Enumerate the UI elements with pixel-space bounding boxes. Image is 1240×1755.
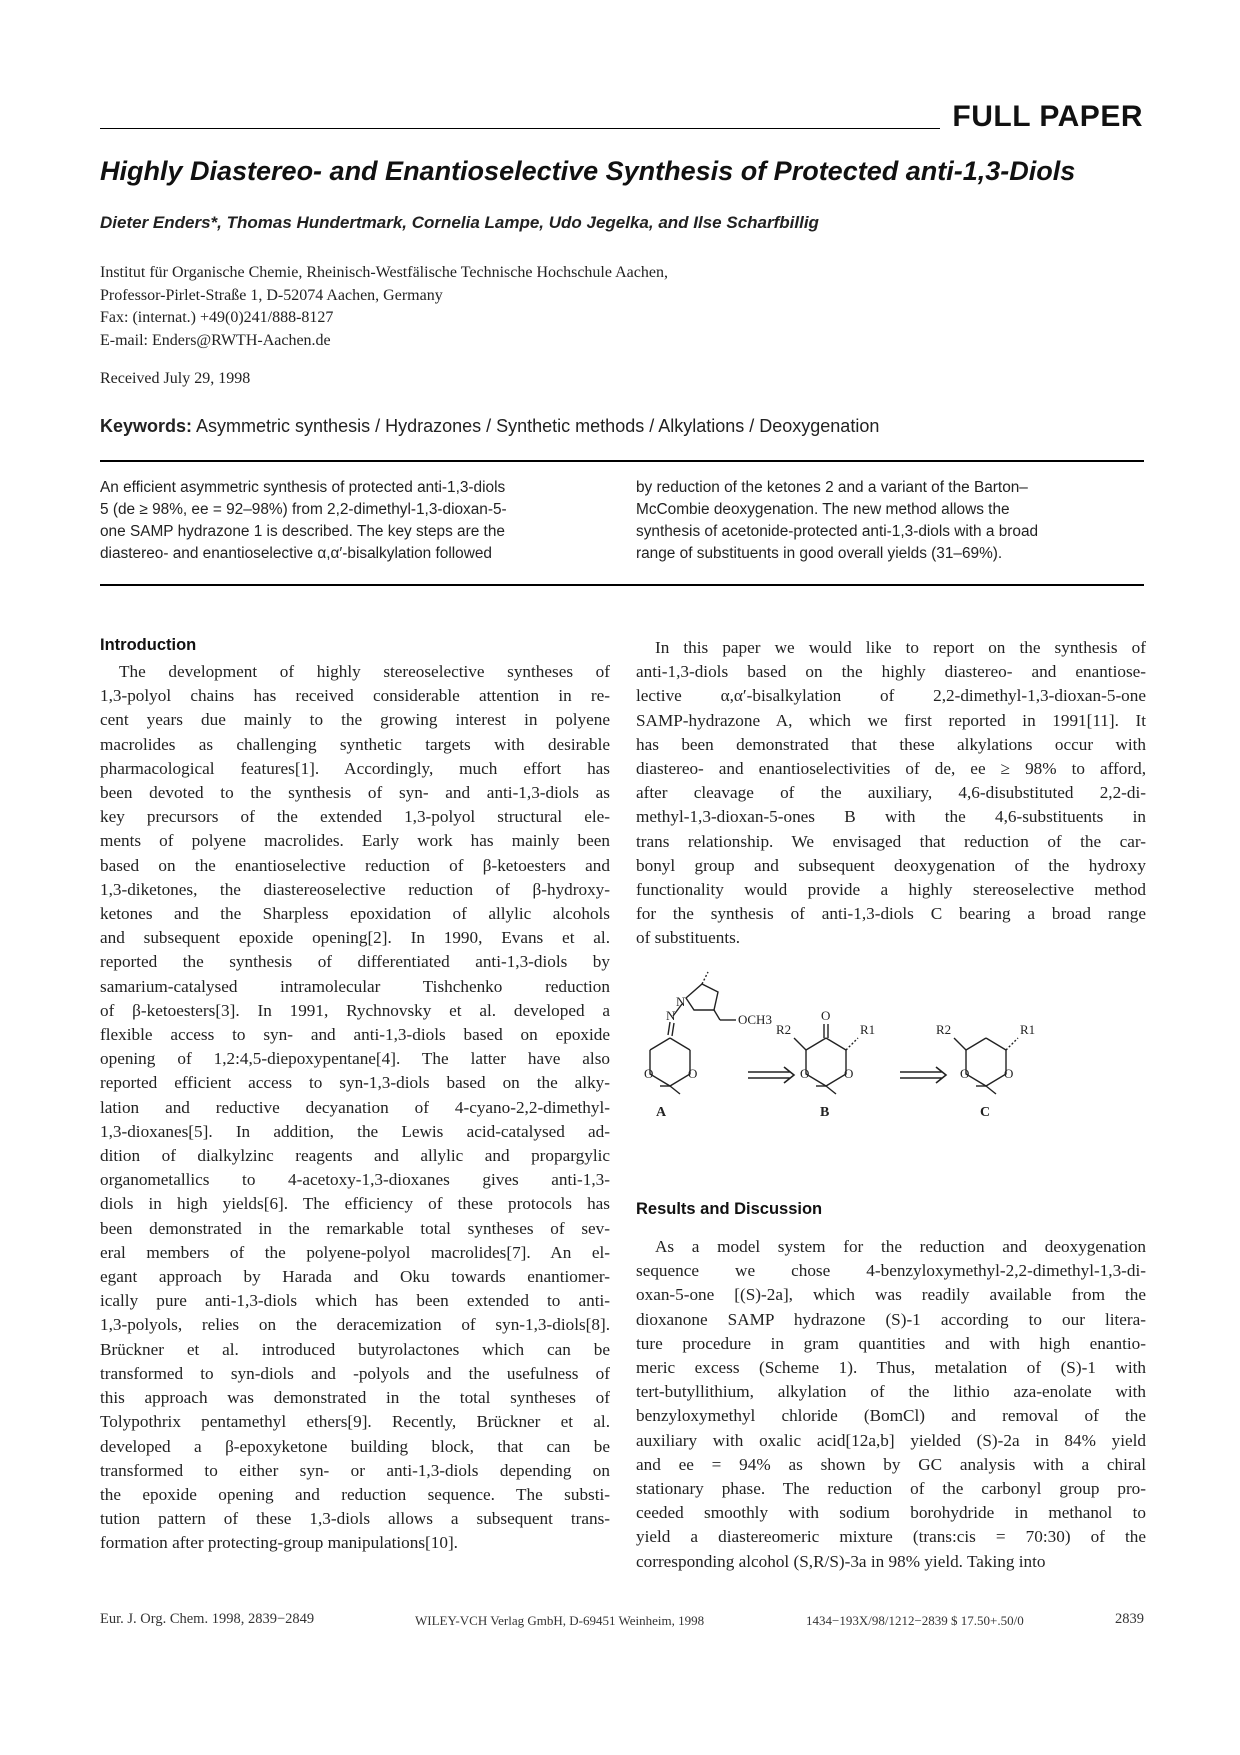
scheme-n-label: N [666, 1008, 676, 1023]
keywords-label: Keywords: [100, 416, 193, 436]
scheme-r2-label: R2 [776, 1022, 792, 1037]
text-line: reported efficient access to syn-1,3-diols based on the alky- [100, 1073, 610, 1093]
introduction-text [100, 660, 610, 1556]
text-line: this approach was demonstrated in the total syntheses of [100, 1388, 610, 1408]
abstract-line: 5 (de ≥ 98%, ee = 92–98%) from 2,2-dimethyl-1,3-dioxan-5- [100, 501, 507, 518]
results-heading: Results and Discussion [636, 1200, 823, 1218]
text-line: As a model system for the reduction and deoxygenation [655, 1237, 1146, 1256]
text-line: transformed to syn-diols and -polyols and the usefulness of [100, 1363, 610, 1383]
text-line: after cleavage of the auxiliary, 4,6-disubstituted 2,2-di- [636, 783, 1146, 803]
text-line: ments of polyene macrolides. Early work has mainly been [100, 831, 610, 851]
text-line: of β-ketoesters[3]. In 1991, Rychnovsky et al. developed a [100, 1000, 610, 1020]
introduction-heading: Introduction [100, 636, 197, 654]
text-line: tution pattern of these 1,3-diols allows a subsequent trans- [100, 1509, 610, 1529]
affiliation-email[interactable]: E-mail: Enders@RWTH-Aachen.de [100, 331, 331, 349]
scheme-n-label: N [676, 994, 686, 1009]
text-line: dioxanone SAMP hydrazone (S)-1 according to our litera- [636, 1309, 1146, 1329]
text-line: 1,3-diketones, the diastereoselective reduction of β-hydroxy- [100, 879, 610, 899]
paper-intent-text [636, 636, 1146, 951]
text-line: stationary phase. The reduction of the carbonyl group pro- [636, 1479, 1146, 1499]
text-line: and subsequent epoxide opening[2]. In 1990, Evans et al. [100, 928, 610, 948]
text-line: oxan-5-one [(S)-2a], which was readily available from the [636, 1285, 1146, 1305]
footer-journal: Eur. J. Org. Chem. 1998, 2839−2849 [100, 1611, 315, 1627]
text-line: bonyl group and subsequent deoxygenation of the hydroxy [636, 855, 1146, 875]
paper-title: Highly Diastereo- and Enantioselective Synthesis of Protected anti-1,3-Diols [100, 156, 1076, 186]
scheme-r1-label: R1 [860, 1022, 876, 1037]
text-line: anti-1,3-diols based on the highly diastereo- and enantiose- [636, 662, 1146, 682]
page-number: 2839 [1115, 1611, 1144, 1627]
abstract-left-column [100, 477, 608, 565]
text-line: 1,3-polyols, relies on the deracemization of syn-1,3-diols[8]. [100, 1315, 610, 1335]
text-line: benzyloxymethyl chloride (BomCl) and removal of the [636, 1406, 1146, 1426]
text-line: 1,3-polyol chains has received considerable attention in re- [100, 686, 610, 706]
text-line: auxiliary with oxalic acid[12a,b] yielded (S)-2a in 84% yield [636, 1430, 1146, 1450]
text-line: for the synthesis of anti-1,3-diols C bearing a broad range [636, 904, 1146, 924]
scheme-compound-c-label: C [980, 1105, 991, 1120]
text-line: ically pure anti-1,3-diols which has been extended to anti- [100, 1291, 610, 1311]
abstract-line: range of substituents in good overall yields (31–69%). [636, 545, 1003, 562]
text-line: corresponding alcohol (S,R/S)-3a in 98% yield. Taking into [636, 1551, 1046, 1571]
abstract-line: An efficient asymmetric synthesis of protected anti-1,3-diols [100, 479, 506, 496]
abstract-line: one SAMP hydrazone 1 is described. The key steps are the [100, 523, 505, 540]
text-line: flexible access to syn- and anti-1,3-diols based on epoxide [100, 1025, 610, 1045]
affiliation-line: Institut für Organische Chemie, Rheinisch-Westfälische Technische Hochschule Aachen, [100, 264, 668, 281]
text-line: lective α,α′-bisalkylation of 2,2-dimethyl-1,3-dioxan-5-one [636, 686, 1146, 706]
text-line: egant approach by Harada and Oku towards enantiomer- [100, 1267, 610, 1287]
text-line: ketones and the Sharpless epoxidation of allylic alcohols [100, 904, 610, 924]
text-line: diols in high yields[6]. The efficiency of these protocols has [100, 1194, 610, 1214]
text-line: macrolides as challenging synthetic targets with desirable [100, 734, 610, 754]
text-line: reported the synthesis of differentiated anti-1,3-diols by [100, 952, 610, 972]
text-line: lation and reductive decyanation of 4-cyano-2,2-dimethyl- [100, 1097, 610, 1117]
header-rule [100, 128, 940, 129]
abstract-top-rule [100, 460, 1144, 462]
abstract-line: synthesis of acetonide-protected anti-1,3-diols with a broad [636, 523, 1039, 540]
results-text [636, 1235, 1146, 1574]
abstract-line: by reduction of the ketones 2 and a variant of the Barton– [636, 479, 1028, 496]
abstract-line: diastereo- and enantioselective α,α′-bisalkylation followed [100, 545, 492, 562]
text-line: methyl-1,3-dioxan-5-ones B with the 4,6-substituents in [636, 807, 1146, 827]
text-line: pharmacological features[1]. Accordingly, much effort has [100, 758, 610, 778]
text-line: In this paper we would like to report on the synthesis of [655, 638, 1146, 657]
text-line: yield a diastereomeric mixture (trans:cis = 70:30) of the [636, 1527, 1146, 1547]
text-line: based on the enantioselective reduction of β-ketoesters and [100, 855, 610, 875]
text-line: eral members of the polyene-polyol macrolides[7]. An el- [100, 1242, 610, 1262]
text-line: Brückner et al. introduced butyrolactones which can be [100, 1339, 610, 1359]
scheme-o-label: O [821, 1008, 831, 1023]
scheme-r2-label: R2 [936, 1022, 952, 1037]
keywords-line [100, 416, 879, 437]
abstract-right-column [636, 477, 1144, 565]
text-line: trans relationship. We envisaged that reduction of the car- [636, 831, 1146, 851]
text-line: Tolypothrix pentamethyl ethers[9]. Recently, Brückner et al. [100, 1412, 610, 1432]
text-line: the epoxide opening and reduction sequence. The substi- [100, 1484, 610, 1504]
text-line: ceeded smoothly with sodium borohydride in methanol to [636, 1503, 1146, 1523]
scheme-compound-b-label: B [820, 1105, 830, 1120]
text-line: meric excess (Scheme 1). Thus, metalation of (S)-1 with [636, 1358, 1146, 1378]
text-line: been demonstrated in the remarkable total syntheses of sev- [100, 1218, 610, 1238]
scheme-compound-a-label: A [656, 1105, 667, 1120]
scheme-1-figure [636, 966, 1146, 1126]
text-line: dition of dialkylzinc reagents and allylic and propargylic [100, 1146, 610, 1166]
footer-publisher: WILEY-VCH Verlag GmbH, D-69451 Weinheim, 1998 [415, 1613, 705, 1628]
text-line: ture procedure in gram quantities and with high enantio- [636, 1333, 1146, 1353]
scheme-o-label: O [644, 1066, 654, 1081]
abstract-line: McCombie deoxygenation. The new method allows the [636, 501, 1010, 518]
text-line: developed a β-epoxyketone building block, that can be [100, 1436, 610, 1456]
scheme-o-label: O [688, 1066, 698, 1081]
author-list: Dieter Enders*, Thomas Hundertmark, Cornelia Lampe, Udo Jegelka, and Ilse Scharfbillig [100, 213, 819, 232]
scheme-o-label: O [1004, 1066, 1014, 1081]
text-line: The development of highly stereoselective syntheses of [119, 662, 610, 681]
keywords-text: Asymmetric synthesis / Hydrazones / Synthetic methods / Alkylations / Deoxygenation [196, 416, 880, 436]
scheme-o-label: O [800, 1066, 810, 1081]
affiliation-block [100, 262, 668, 352]
received-date: Received July 29, 1998 [100, 370, 251, 387]
footer-issn: 1434−193X/98/1212−2839 $ 17.50+.50/0 [806, 1613, 1024, 1628]
text-line: of substituents. [636, 928, 741, 948]
text-line: opening of 1,2:4,5-diepoxypentane[4]. The latter have also [100, 1049, 610, 1069]
text-line: functionality would provide a highly stereoselective method [636, 880, 1146, 900]
text-line: transformed to either syn- or anti-1,3-diols depending on [100, 1460, 610, 1480]
scheme-r1-label: R1 [1020, 1022, 1036, 1037]
text-line: cent years due mainly to the growing interest in polyene [100, 710, 610, 730]
text-line: organometallics to 4-acetoxy-1,3-dioxanes gives anti-1,3- [100, 1170, 610, 1190]
scheme-o-label: O [844, 1066, 854, 1081]
text-line: key precursors of the extended 1,3-polyol structural ele- [100, 807, 610, 827]
text-line: SAMP-hydrazone A, which we first reported in 1991[11]. It [636, 710, 1146, 730]
affiliation-line: Professor-Pirlet-Straße 1, D-52074 Aachen, Germany [100, 286, 443, 304]
text-line: been devoted to the synthesis of syn- and anti-1,3-diols as [100, 783, 610, 803]
text-line: formation after protecting-group manipulations[10]. [100, 1533, 458, 1553]
text-line: has been demonstrated that these alkylations occur with [636, 734, 1146, 754]
text-line: and ee = 94% as shown by GC analysis with a chiral [636, 1454, 1146, 1474]
section-label: FULL PAPER [952, 100, 1143, 133]
abstract-bottom-rule [100, 584, 1144, 586]
text-line: sequence we chose 4-benzyloxymethyl-2,2-dimethyl-1,3-di- [636, 1261, 1146, 1281]
scheme-o-label: O [960, 1066, 970, 1081]
text-line: samarium-catalysed intramolecular Tishchenko reduction [100, 976, 610, 996]
text-line: diastereo- and enantioselectivities of de, ee ≥ 98% to afford, [636, 759, 1146, 779]
text-line: 1,3-dioxanes[5]. In addition, the Lewis acid-catalysed ad- [100, 1121, 610, 1141]
affiliation-line: Fax: (internat.) +49(0)241/888-8127 [100, 309, 334, 326]
text-line: tert-butyllithium, alkylation of the lithio aza-enolate with [636, 1382, 1146, 1402]
scheme-och3-label: OCH3 [738, 1012, 772, 1027]
